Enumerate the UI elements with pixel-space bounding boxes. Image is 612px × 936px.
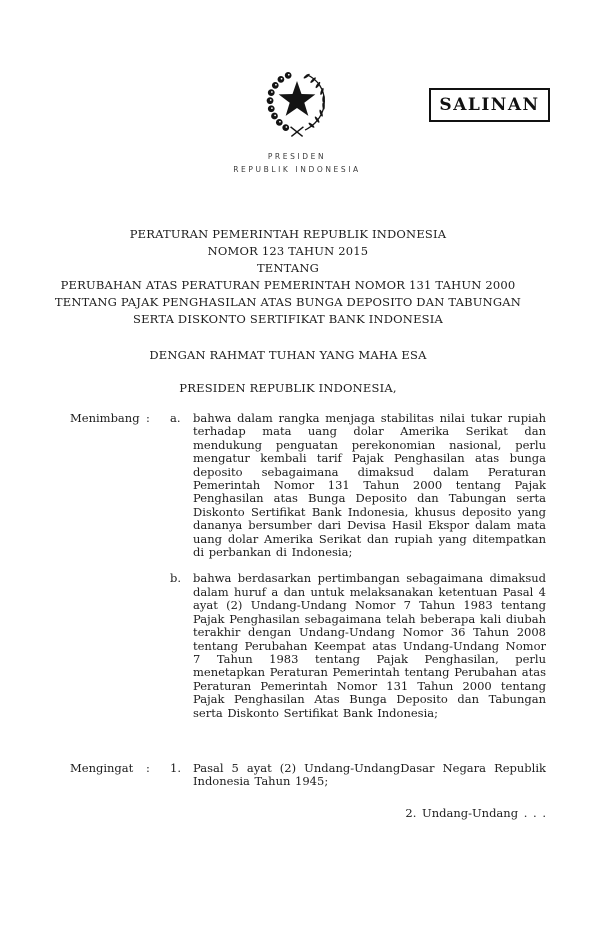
item-text: Pasal 5 ayat (2) Undang-UndangDasar Negara Republik Indonesia Tahun 1945;: [193, 760, 546, 789]
presiden-line1: PRESIDEN: [267, 152, 327, 161]
wreath-left-cotton-branch: [267, 72, 292, 131]
star-wreath-icon: [260, 60, 334, 147]
presiden-line2: REPUBLIK INDONESIA: [233, 165, 361, 174]
legal-basis-colon: :: [146, 760, 150, 775]
title-line: PERUBAHAN ATAS PERATURAN PEMERINTAH NOMOR 131 TAHUN 2000: [60, 278, 516, 292]
regulation-title: [30, 226, 546, 328]
legal-basis-item-1: [170, 762, 546, 789]
item-text: bahwa berdasarkan pertimbangan sebagaimana dimaksud dalam huruf a dan untuk melaksanakan ketentuan Pasal 4 ayat (2) Undang-Undang Nomor 7 Tahun 1983 tentang Pajak Penghasilan sebagaimana telah beberapa kali diubah terakhir dengan Undang-Undang Nomor 36 Tahun 2008 tentang Perubahan Keempat atas Undang-Undang Nomor 7 Tahun 1983 tentang Pajak Penghasilan, perlu menetapkan Peraturan Pemerintah tentang Perubahan atas Peraturan Pemerintah Nomor 131 Tahun 2000 tentang Pajak Penghasilan Atas Bunga Deposito dan Tabungan serta Diskonto Sertifikat Bank Indonesia;: [193, 571, 546, 720]
wreath-crossed-stems: [291, 127, 304, 137]
document-body: [30, 226, 546, 820]
item-marker: 1.: [170, 760, 181, 775]
item-marker: a.: [170, 411, 181, 425]
title-line: TENTANG: [256, 261, 320, 275]
title-line: PERATURAN PEMERINTAH REPUBLIK INDONESIA: [129, 227, 447, 241]
item-marker: b.: [170, 571, 182, 586]
salinan-stamp: [429, 88, 550, 122]
legal-basis-label: Mengingat: [70, 760, 134, 775]
salinan-label: SALINAN: [439, 95, 540, 115]
considerations-section: [30, 412, 546, 720]
title-line: NOMOR 123 TAHUN 2015: [207, 244, 369, 258]
presidential-emblem-icon: [260, 60, 334, 151]
consideration-item-b: [170, 572, 546, 719]
consideration-item-a: [170, 412, 546, 559]
title-line: TENTANG PAJAK PENGHASILAN ATAS BUNGA DEPOSITO DAN TABUNGAN: [54, 295, 522, 309]
considerations-colon: :: [146, 411, 150, 425]
considerations-label: Menimbang: [70, 411, 140, 425]
authority-line: PRESIDEN REPUBLIK INDONESIA,: [179, 381, 397, 395]
legal-basis-section: [30, 762, 546, 789]
wreath-right-rice-branch: [303, 73, 325, 130]
catchword-line: 2. Undang-Undang . . .: [405, 805, 546, 820]
presiden-caption: [187, 150, 407, 176]
item-text: bahwa dalam rangka menjaga stabilitas nilai tukar rupiah terhadap mata uang dolar Amerika Serikat dan mendukung penguatan perekonomian nasional, perlu mengatur kembali tarif Pajak Penghasilan atas bunga deposito sebagaimana dimaksud dalam Peraturan Pemerintah Nomor 131 Tahun 2000 tentang Pajak Penghasilan atas Bunga Deposito dan Tabungan serta Diskonto Sertifikat Bank Indonesia, khusus deposito yang dananya bersumber dari Devisa Hasil Ekspor dalam mata uang dolar Amerika Serikat dan rupiah yang ditempatkan di perbankan di Indonesia;: [193, 411, 546, 560]
title-line: SERTA DISKONTO SERTIFIKAT BANK INDONESIA: [133, 312, 443, 326]
star-icon: [279, 81, 316, 116]
invocation-line: DENGAN RAHMAT TUHAN YANG MAHA ESA: [149, 348, 427, 362]
